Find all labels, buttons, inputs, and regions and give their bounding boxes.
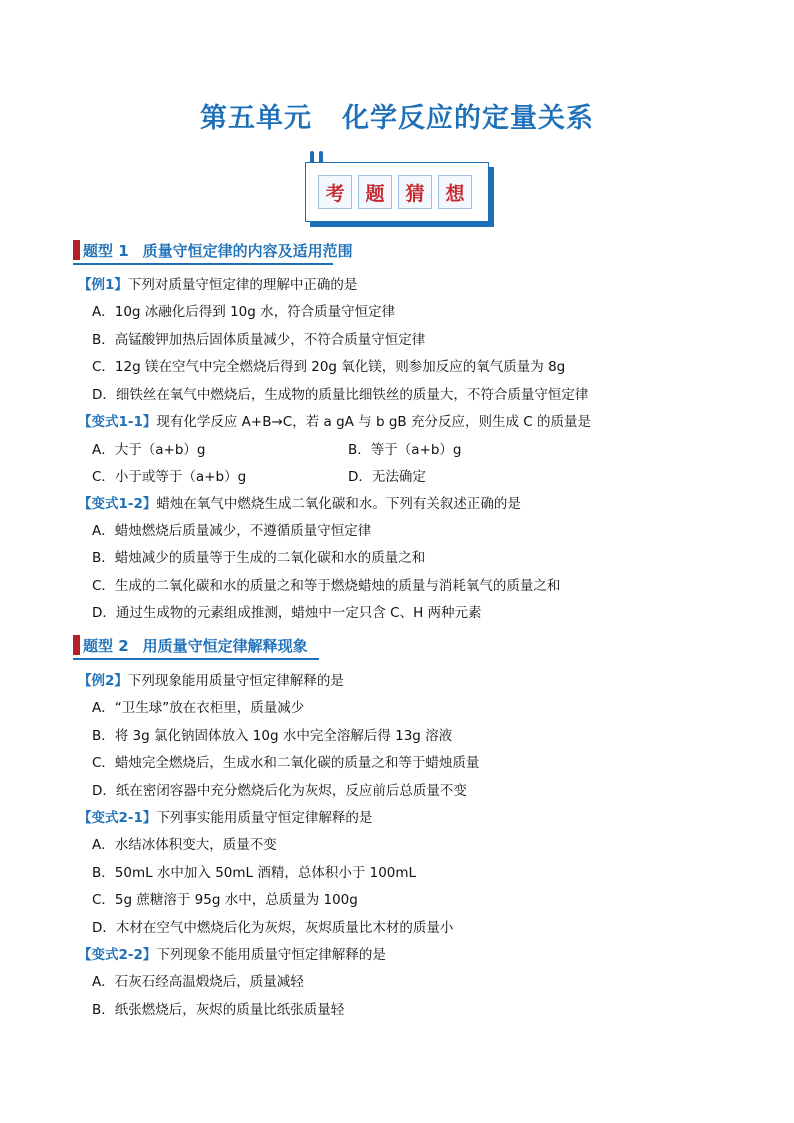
option-d: D．细铁丝在氧气中燃烧后，生成物的质量比细铁丝的质量大，不符合质量守恒定律 xyxy=(92,387,589,403)
option-b: B．蜡烛减少的质量等于生成的二氧化碳和水的质量之和 xyxy=(92,550,426,566)
option-a: A．10g 冰融化后得到 10g 水，符合质量守恒定律 xyxy=(92,304,396,320)
option-b: B．高锰酸钾加热后固体质量减少，不符合质量守恒定律 xyxy=(92,332,426,348)
question-tag: 【变式1-2】 xyxy=(78,496,157,512)
question-tag: 【例2】 xyxy=(78,673,128,689)
option-a: A．水结冰体积变大，质量不变 xyxy=(92,837,277,853)
option-b: B．将 3g 氯化钠固体放入 10g 水中完全溶解后得 13g 溶液 xyxy=(92,728,453,744)
question-v2-1 xyxy=(78,808,372,828)
question-ex1 xyxy=(78,275,357,295)
question-stem: 下列对质量守恒定律的理解中正确的是 xyxy=(127,277,358,293)
question-stem: 现有化学反应 A+B→C，若 a gA 与 b gB 充分反应，则生成 C 的质量是 xyxy=(156,414,591,430)
question-tag: 【变式1-1】 xyxy=(78,414,157,430)
option-b: B．纸张燃烧后，灰烬的质量比纸张质量轻 xyxy=(92,1002,345,1018)
option-d: D．木材在空气中燃烧后化为灰烬，灰烬质量比木材的质量小 xyxy=(92,920,454,936)
question-tag: 【例1】 xyxy=(78,277,128,293)
section-marker xyxy=(73,635,80,655)
option-d: D．纸在密闭容器中充分燃烧后化为灰烬，反应前后总质量不变 xyxy=(92,783,467,799)
question-stem: 下列现象不能用质量守恒定律解释的是 xyxy=(156,947,386,963)
option-c: C．蜡烛完全燃烧后，生成水和二氧化碳的质量之和等于蜡烛质量 xyxy=(92,755,480,771)
question-v2-2 xyxy=(78,945,386,965)
question-tag: 【变式2-1】 xyxy=(78,810,157,826)
badge-char: 考 xyxy=(318,175,352,209)
option-a: A．“卫生球”放在衣柜里，质量减少 xyxy=(92,700,305,716)
question-stem: 下列现象能用质量守恒定律解释的是 xyxy=(127,673,344,689)
option-d: D．无法确定 xyxy=(348,469,426,485)
option-c: C．5g 蔗糖溶于 95g 水中，总质量为 100g xyxy=(92,892,358,908)
question-v1-1 xyxy=(78,412,591,432)
exam-guess-badge xyxy=(305,162,489,222)
badge-char: 题 xyxy=(358,175,392,209)
option-c: C．12g 镁在空气中完全燃烧后得到 20g 氧化镁，则参加反应的氧气质量为 8g xyxy=(92,359,566,375)
question-stem: 蜡烛在氧气中燃烧生成二氧化碳和水。下列有关叙述正确的是 xyxy=(156,496,521,512)
page-title xyxy=(0,96,794,135)
question-stem: 下列事实能用质量守恒定律解释的是 xyxy=(156,810,373,826)
option-c: C．生成的二氧化碳和水的质量之和等于燃烧蜡烛的质量与消耗氧气的质量之和 xyxy=(92,578,561,594)
section-title: 用质量守恒定律解释现象 xyxy=(142,637,308,655)
option-a: A．石灰石经高温煅烧后，质量减轻 xyxy=(92,974,304,990)
section-title: 质量守恒定律的内容及适用范围 xyxy=(142,242,353,260)
title-unit: 第五单元 xyxy=(200,103,312,134)
badge-char: 想 xyxy=(438,175,472,209)
section-heading-1 xyxy=(73,239,353,265)
title-topic: 化学反应的定量关系 xyxy=(342,103,594,134)
section-marker xyxy=(73,240,80,260)
option-d: D．通过生成物的元素组成推测，蜡烛中一定只含 C、H 两种元素 xyxy=(92,605,482,621)
question-v1-2 xyxy=(78,494,521,514)
section-heading-2 xyxy=(73,634,319,660)
option-b: B．等于（a+b）g xyxy=(348,442,462,458)
badge-char: 猜 xyxy=(398,175,432,209)
option-c: C．小于或等于（a+b）g xyxy=(92,469,247,485)
option-b: B．50mL 水中加入 50mL 酒精，总体积小于 100mL xyxy=(92,865,417,881)
question-tag: 【变式2-2】 xyxy=(78,947,157,963)
section-number: 题型 1 xyxy=(83,242,129,260)
question-ex2 xyxy=(78,671,344,691)
section-number: 题型 2 xyxy=(83,637,129,655)
option-a: A．大于（a+b）g xyxy=(92,442,206,458)
option-a: A．蜡烛燃烧后质量减少，不遵循质量守恒定律 xyxy=(92,523,372,539)
